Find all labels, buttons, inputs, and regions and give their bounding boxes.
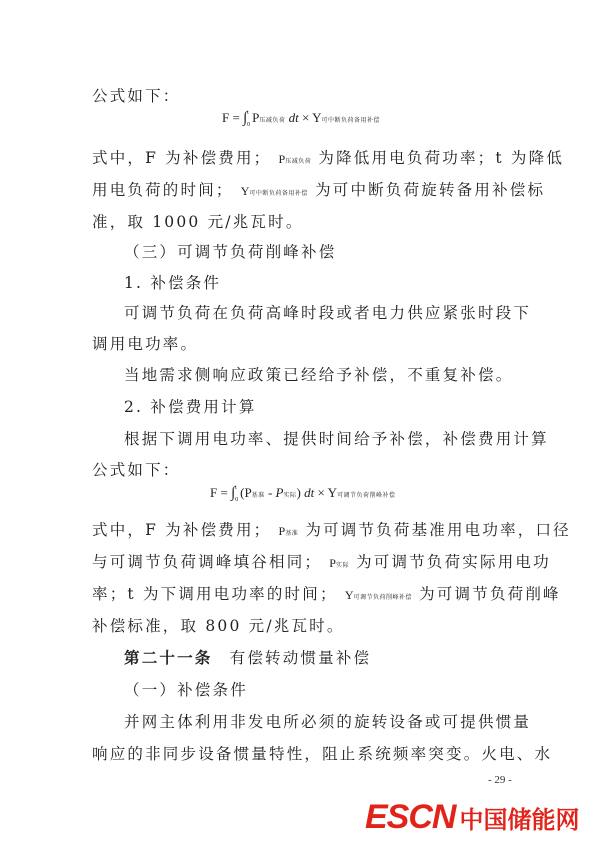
text-line: 响应的非同步设备惯量特性，阻止系统频率突变。火电、水 — [92, 745, 553, 763]
formula-subscript: 可中断负荷备用补偿 — [321, 118, 380, 124]
inline-symbol: Y可中断负荷备用补偿 — [240, 184, 308, 198]
formula-2 — [210, 485, 396, 503]
inline-symbol: Y可调节负荷削峰补偿 — [344, 588, 412, 602]
section-heading: （一）补偿条件 — [124, 681, 248, 699]
text-line: 公式如下： — [92, 87, 181, 105]
integral-lower: 0 — [247, 122, 251, 128]
formula-symbol: P — [275, 485, 284, 500]
formula-lhs: F = — [222, 110, 240, 125]
watermark-latin: ESCN — [365, 798, 456, 836]
text-line: 根据下调用电功率、提供时间给予补偿，补偿费用计算 — [124, 430, 549, 448]
text-fragment: 率；t 为下调用电功率的时间； — [92, 585, 338, 603]
formula-symbol: Y — [327, 485, 337, 500]
text-fragment: 与可调节负荷调峰填谷相同； — [92, 553, 323, 571]
article-number: 第二十一条 — [124, 649, 213, 667]
inline-symbol: P实际 — [329, 556, 349, 570]
integral-upper: t — [247, 110, 249, 116]
text-fragment: 式中，F 为补偿费用； — [92, 521, 272, 539]
integral-sign: ∫ — [243, 110, 248, 126]
text-fragment: 式中，F 为补偿费用； — [92, 149, 272, 167]
formula-subscript: 压减负荷 — [259, 118, 286, 124]
watermark-chinese: 中国储能网 — [459, 806, 580, 834]
formula-dt: dt — [288, 110, 299, 125]
text-line: 可调节负荷在负荷高峰时段或者电力供应紧张时段下 — [124, 304, 532, 322]
subheading: 2. 补偿费用计算 — [124, 398, 257, 416]
integral-sign: ∫ — [231, 485, 236, 501]
page-number: - 29 - — [488, 774, 512, 786]
inline-symbol: P压减负荷 — [278, 152, 312, 166]
formula-subscript: 可调节负荷削峰补偿 — [336, 493, 396, 499]
text-fragment: 为可中断负荷旋转备用补偿标 — [315, 181, 546, 199]
text-line: 当地需求侧响应政策已经给予补偿，不重复补偿。 — [124, 366, 514, 384]
text-line — [92, 148, 564, 172]
subheading: 1. 补偿条件 — [124, 274, 222, 292]
text-line — [92, 520, 571, 544]
integral-upper: t — [235, 485, 237, 491]
formula-minus: - — [267, 485, 273, 500]
text-line: 调用电功率。 — [92, 335, 199, 353]
text-line: 补偿标准，取 800 元/兆瓦时。 — [92, 617, 345, 635]
formula-lhs: F = — [210, 485, 228, 500]
formula-1 — [222, 110, 380, 128]
integral-lower: 0 — [235, 497, 239, 503]
formula-subscript: 基准 — [251, 493, 265, 499]
formula-times: × — [317, 485, 325, 500]
formula-symbol: P — [252, 110, 260, 125]
text-line: 公式如下： — [92, 461, 181, 479]
formula-symbol: P — [244, 485, 252, 500]
text-line — [92, 552, 551, 576]
text-line — [92, 180, 545, 204]
article-title: 有偿转动惯量补偿 — [229, 649, 372, 667]
text-fragment: 为可调节负荷实际用电功 — [356, 553, 551, 571]
section-heading: （三）可调节负荷削峰补偿 — [124, 243, 337, 261]
formula-times: × — [301, 110, 310, 125]
formula-paren: ) — [296, 485, 301, 500]
formula-symbol: Y — [312, 110, 322, 125]
formula-subscript: 实际 — [283, 493, 297, 499]
text-line: 准，取 1000 元/兆瓦时。 — [92, 213, 304, 231]
article-heading — [124, 648, 371, 668]
formula-paren: ( — [240, 485, 245, 500]
formula-dt: dt — [304, 485, 315, 500]
text-line — [92, 584, 561, 608]
inline-symbol: P基准 — [278, 524, 299, 538]
text-fragment: 为可调节负荷基准用电功率，口径 — [305, 521, 571, 539]
text-line: 并网主体利用非发电所必须的旋转设备或可提供惯量 — [124, 713, 532, 731]
text-fragment: 为降低用电负荷功率；t 为降低 — [318, 149, 565, 167]
text-fragment: 用电负荷的时间； — [92, 181, 234, 199]
watermark-logo — [365, 798, 579, 837]
text-fragment: 为可调节负荷削峰 — [419, 585, 561, 603]
